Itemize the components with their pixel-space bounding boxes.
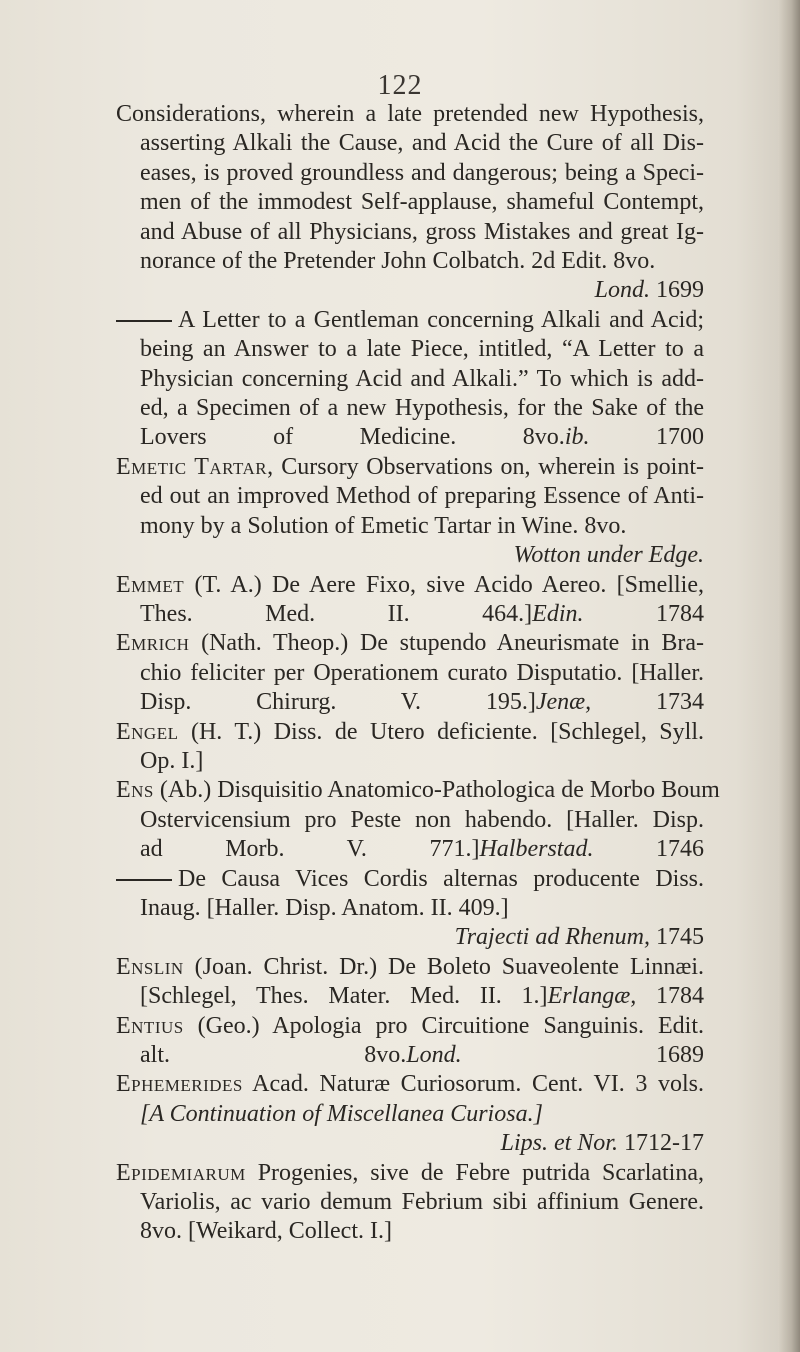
entry-emrich <box>116 629 704 717</box>
imprint-year: 1699 <box>656 277 704 304</box>
entry-line: ad Morb. V. 771.]Halberstad. 1746 <box>140 836 705 863</box>
imprint-year: 1746 <box>656 836 705 863</box>
entry-line: mony by a Solution of Emetic Tartar in Wine. 8vo. <box>140 512 627 539</box>
entry-line: Physician concerning Acid and Alkali.” To which is add- <box>140 365 704 392</box>
imprint-place: Wotton under Edge. <box>513 542 704 569</box>
imprint-year: 1784 <box>656 600 704 627</box>
entry-line: Considerations, wherein a late pretended new Hypothesis, <box>116 101 704 127</box>
entry-line: Emmet (T. A.) De Aere Fixo, sive Acido Aereo. [Smellie, <box>116 571 704 598</box>
entry-line: Epidemiarum Progenies, sive de Febre putrida Scarlatina, <box>116 1159 704 1186</box>
entry-line: asserting Alkali the Cause, and Acid the Cure of all Dis- <box>140 130 704 157</box>
entry-line: Disp. Chirurg. V. 195.]Jenæ, 1734 <box>140 689 704 716</box>
entry-line: Lovers of Medicine. 8vo.ib. 1700 <box>140 424 704 451</box>
entry-line: [A Continuation of Miscellanea Curiosa.] <box>140 1100 543 1127</box>
entry-heading: Engel <box>116 718 179 745</box>
entry-line: eases, is proved groundless and dangerous; being a Speci- <box>140 159 704 186</box>
entry-line: Ostervicensium pro Peste non habendo. [Haller. Disp. <box>140 806 704 833</box>
entry-heading: Emetic Tartar, <box>116 453 274 480</box>
imprint-place: Jenæ, <box>535 689 592 716</box>
entry-line: being an Answer to a late Piece, intitled, “A Letter to a <box>140 336 704 363</box>
entry-line: Engel (H. T.) Diss. de Utero deficiente. [Schlegel, Syll. <box>116 718 704 745</box>
entry-heading: Epidemiarum <box>116 1159 246 1186</box>
imprint-place: Edin. <box>532 600 584 627</box>
entry-heading: Enslin <box>116 953 184 980</box>
entry-line: ed out an improved Method of preparing Essence of Anti- <box>140 483 704 510</box>
entry-heading: Ephemerides <box>116 1071 243 1098</box>
imprint-year: 1745 <box>656 924 704 951</box>
imprint-year: 1700 <box>656 424 704 451</box>
entry-imprint <box>116 1129 704 1158</box>
entry-ens <box>116 776 720 864</box>
entry-line: and Abuse of all Physicians, gross Mistakes and great Ig- <box>140 218 704 245</box>
entry-line: De Causa Vices Cordis alternas producente Diss. <box>116 865 704 894</box>
entry-line: norance of the Pretender John Colbatch. 2d Edit. 8vo. <box>140 248 656 275</box>
imprint-place: ib. <box>564 424 590 451</box>
entry-line: Ephemerides Acad. Naturæ Curiosorum. Cent. VI. 3 vols. <box>116 1071 704 1098</box>
entry-engel <box>116 718 704 777</box>
entry-line: Enslin (Joan. Christ. Dr.) De Boleto Suaveolente Linnæi. <box>116 953 704 980</box>
ditto-dash <box>116 320 172 322</box>
imprint-place: Halberstad. <box>479 836 594 863</box>
entry-line: A Letter to a Gentleman concerning Alkali and Acid; <box>116 306 704 335</box>
entry-imprint <box>116 276 704 305</box>
imprint-year: 1689 <box>656 1042 704 1068</box>
entry-line: Entius (Geo.) Apologia pro Circuitione Sanguinis. Edit. <box>116 1012 704 1039</box>
entry-ens-de-causa <box>116 865 704 953</box>
entry-line: chio feliciter per Operationem curato Disputatio. [Haller. <box>140 659 704 686</box>
imprint-year: 1784 <box>656 983 704 1010</box>
entry-emetic-tartar <box>116 453 704 571</box>
entry-ephemerides <box>116 1070 704 1158</box>
entry-line: ed, a Specimen of a new Hypothesis, for the Sake of the <box>140 395 704 422</box>
ditto-dash <box>116 879 172 881</box>
entry-imprint <box>116 923 704 952</box>
entry-line: [Schlegel, Thes. Mater. Med. II. 1.]Erlangæ, 1784 <box>140 983 704 1010</box>
page-number: 122 <box>377 70 423 101</box>
entry-line: men of the immodest Self-applause, shameful Contempt, <box>140 189 704 216</box>
imprint-place: Lond. <box>406 1042 462 1068</box>
entry-line: Ens (Ab.) Disquisitio Anatomico-Pathologica de Morbo Boum <box>116 777 720 804</box>
imprint-place: Lips. et Nor. <box>500 1130 618 1157</box>
entry-line: Emetic Tartar, Cursory Observations on, wherein is point- <box>116 453 704 480</box>
entry-heading: Emmet <box>116 571 185 598</box>
imprint-place: Lond. <box>594 277 650 304</box>
entry-line: Op. I.] <box>140 747 204 774</box>
entry-line: 8vo. [Weikard, Collect. I.] <box>140 1218 392 1245</box>
entry-enslin <box>116 953 704 1012</box>
entry-line: Thes. Med. II. 464.]Edin. 1784 <box>140 600 704 627</box>
imprint-year: 1712-17 <box>624 1130 704 1157</box>
entry-line: Variolis, ac vario demum Febrium sibi affinium Genere. <box>140 1189 704 1216</box>
imprint-year: 1734 <box>656 689 704 716</box>
entry-considerations <box>116 100 704 306</box>
entry-entius <box>116 1012 704 1071</box>
entry-line: Inaug. [Haller. Disp. Anatom. II. 409.] <box>140 894 509 921</box>
entry-heading: Ens <box>116 777 154 804</box>
entry-heading: Entius <box>116 1012 184 1039</box>
entry-line: alt. 8vo.Lond. 1689 <box>140 1042 704 1068</box>
entry-imprint <box>116 541 704 570</box>
page-edge <box>778 0 800 1352</box>
entry-letter-gentleman <box>116 306 704 453</box>
entry-line: Emrich (Nath. Theop.) De stupendo Aneurismate in Bra- <box>116 630 704 657</box>
entry-epidemiarum <box>116 1159 704 1247</box>
imprint-place: Trajecti ad Rhenum, <box>454 924 650 951</box>
catalogue-text <box>116 100 720 1247</box>
entry-heading: Emrich <box>116 630 190 657</box>
entry-emmet <box>116 571 704 630</box>
imprint-place: Erlangæ, <box>547 983 637 1010</box>
